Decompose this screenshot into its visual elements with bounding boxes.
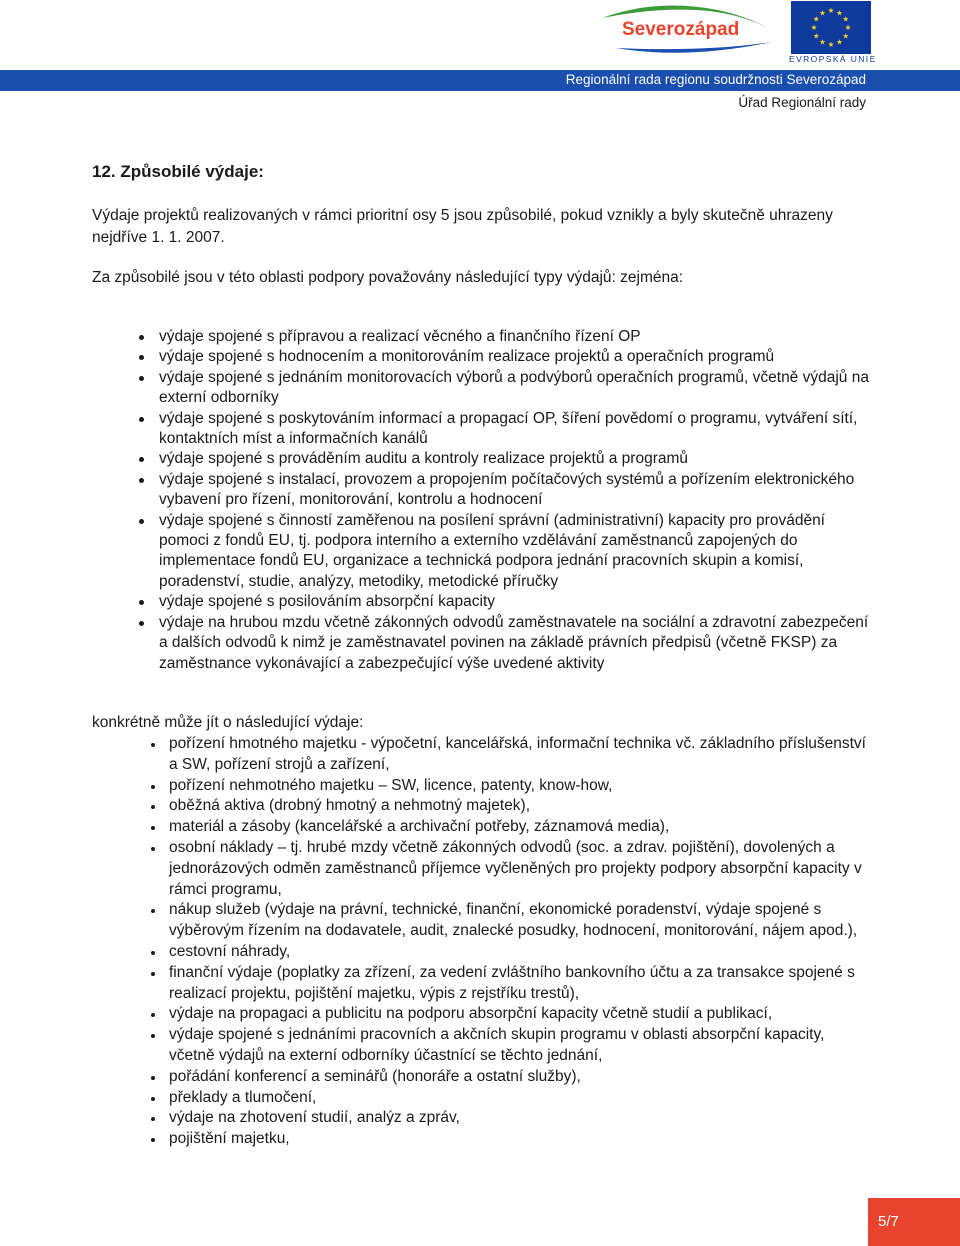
- logo-text: Severozápad: [622, 19, 740, 40]
- list-item: [137, 613, 873, 674]
- list-item: [150, 1067, 870, 1088]
- list-item: [137, 368, 873, 409]
- bullet-icon: [151, 785, 155, 789]
- list-item: [150, 776, 870, 797]
- list-item-text: nákup služeb (výdaje na právní, technické, finanční, ekonomické poradenství, výdaje spojené s výběrovým řízením na dodavatele, audit, znalecké posudky, hodnocení, monitorování, nájem apod.),: [169, 901, 858, 940]
- list-item-text: výdaje spojené s jednáním monitorovacích výborů a podvýborů operačních programů, včetně výdajů na externí odborníky: [159, 368, 869, 407]
- list-item: [150, 900, 870, 942]
- list-item-text: výdaje spojené s prováděním auditu a kontroly realizace projektů a programů: [159, 450, 689, 468]
- list-item-text: materiál a zásoby (kancelářské a archivační potřeby, záznamová media),: [169, 818, 670, 836]
- list-item: [137, 409, 873, 450]
- list-item-text: osobní náklady – tj. hrubé mzdy včetně zákonných odvodů (soc. a zdrav. pojištění), dovolených a jednorázových odměn zaměstnanců příjemce vyčleněných pro projekty podpory absorpční kapacity v rámci programu,: [169, 838, 862, 898]
- bullet-icon: [151, 1138, 155, 1142]
- list-item-text: výdaje spojené s hodnocením a monitorováním realizace projektů a operačních programů: [159, 348, 775, 366]
- bullet-icon: [139, 335, 144, 340]
- list-item: [137, 449, 873, 469]
- eu-star-icon: ★: [842, 31, 850, 41]
- list-item-text: finanční výdaje (poplatky za zřízení, za vedení zvláštního bankovního účtu a za transakce spojené s realizací projektu, pojištění majetku, výpis z rejstříku trestů),: [169, 963, 855, 1002]
- specific-expenses-list: [150, 734, 870, 1150]
- bullet-icon: [139, 600, 144, 605]
- severozapad-swoosh-icon: [596, 2, 778, 58]
- eu-star-icon: ★: [812, 31, 820, 41]
- list-item-text: výdaje spojené s posilováním absorpční kapacity: [159, 593, 496, 611]
- list-item-text: výdaje na zhotovení studií, analýz a zpráv,: [169, 1109, 460, 1127]
- list-item: [150, 1004, 870, 1025]
- intro-paragraph: Výdaje projektů realizovaných v rámci prioritní osy 5 jsou způsobilé, pokud vznikly a byly skutečně uhrazeny nejdříve 1. 1. 2007.: [92, 207, 833, 246]
- list-item-text: výdaje spojené s činností zaměřenou na posílení správní (administrativní) kapacity pro provádění pomoci z fondů EU, tj. podpora interního a externího vzdělávání zaměstnanců zapojených do implementace fondů EU, organizace a technická podpora jednání pracovních skupin a komisí, poradenství, studie, analýzy, metodiky, metodické příručky: [159, 511, 825, 590]
- eu-star-icon: ★: [819, 37, 826, 47]
- severozapad-logo: [596, 2, 778, 58]
- eu-star-icon: ★: [810, 23, 818, 32]
- list-item: [150, 1129, 870, 1150]
- bullet-icon: [151, 1076, 155, 1080]
- bullet-icon: [139, 621, 144, 626]
- list-item-text: výdaje na propagaci a publicitu na podporu absorpční kapacity včetně studií a publikací,: [169, 1005, 773, 1023]
- list-item-text: pojištění majetku,: [169, 1130, 290, 1148]
- eu-star-icon: ★: [844, 23, 852, 32]
- eu-star-icon: ★: [836, 8, 843, 18]
- bullet-icon: [151, 972, 155, 976]
- list-item-text: pořízení hmotného majetku - výpočetní, kancelářská, informační technika vč. základního příslušenství a SW, pořízení strojů a zařízení,: [169, 735, 866, 773]
- list-item-text: pořádání konferencí a seminářů (honoráře a ostatní služby),: [169, 1067, 581, 1085]
- bullet-icon: [139, 376, 144, 381]
- eu-stars: [791, 1, 871, 54]
- bullet-icon: [139, 417, 144, 422]
- list-item-text: pořízení nehmotného majetku – SW, licence, patenty, know-how,: [169, 776, 613, 794]
- list-item-text: oběžná aktiva (drobný hmotný a nehmotný majetek),: [169, 797, 530, 815]
- section-title: 12. Způsobilé výdaje:: [92, 162, 264, 181]
- eu-star-icon: ★: [836, 37, 843, 47]
- list-item: [150, 796, 870, 817]
- council-name: Regionální rada regionu soudržnosti Severozápad: [565, 72, 866, 87]
- eu-star-icon: ★: [842, 14, 850, 24]
- eu-label: EVROPSKÁ UNIE: [789, 54, 877, 64]
- list-item: [150, 942, 870, 963]
- office-name: Úřad Regionální rady: [738, 95, 866, 110]
- types-intro-paragraph: Za způsobilé jsou v této oblasti podpory považovány následující typy výdajů: zejména:: [92, 269, 684, 286]
- bullet-icon: [139, 355, 144, 360]
- bullet-icon: [139, 478, 144, 483]
- bullet-icon: [151, 1034, 155, 1038]
- header-band: [0, 70, 960, 91]
- specific-intro: konkrétně může jít o následující výdaje:: [92, 714, 364, 731]
- expense-types-list: [137, 327, 873, 674]
- list-item: [137, 511, 873, 593]
- bullet-icon: [151, 1117, 155, 1121]
- eu-star-icon: ★: [827, 40, 835, 49]
- bullet-icon: [151, 826, 155, 830]
- eu-star-icon: ★: [812, 14, 820, 24]
- bullet-icon: [139, 457, 144, 462]
- list-item: [137, 470, 873, 511]
- list-item-text: výdaje spojené s poskytováním informací a propagací OP, šíření povědomí o programu, vytváření sítí, kontaktních míst a informačních kanálů: [159, 409, 858, 448]
- list-item: [137, 327, 873, 347]
- list-item: [150, 838, 870, 900]
- list-item-text: cestovní náhrady,: [169, 942, 291, 960]
- list-item-text: výdaje na hrubou mzdu včetně zákonných odvodů zaměstnavatele na sociální a zdravotní zabezpečení a dalších odvodů k nimž je zaměstnavatel povinen na základě právních předpisů (včetně FKSP) za zaměstnance vykonávající a zabezpečující výše uvedené aktivity: [159, 613, 869, 672]
- bullet-icon: [151, 743, 155, 747]
- list-item-text: překlady a tlumočení,: [169, 1088, 317, 1106]
- list-item-text: výdaje spojené s jednáními pracovních a akčních skupin programu v oblasti absorpční kapacity, včetně výdajů na externí odborníky účastnící se těchto jednání,: [169, 1026, 825, 1064]
- bullet-icon: [151, 1013, 155, 1017]
- list-item-text: výdaje spojené s přípravou a realizací věcného a finančního řízení OP: [159, 328, 641, 345]
- list-item: [137, 347, 873, 367]
- page-number-badge: [868, 1198, 960, 1246]
- bullet-icon: [139, 519, 144, 524]
- eu-flag-icon: [791, 1, 871, 54]
- list-item-text: výdaje spojené s instalací, provozem a propojením počítačových systémů a pořízením elektronického vybavení pro řízení, monitorování, kontrolu a hodnocení: [159, 470, 855, 509]
- eu-star-icon: ★: [827, 6, 835, 15]
- list-item: [150, 963, 870, 1005]
- bullet-icon: [151, 847, 155, 851]
- list-item: [150, 1025, 870, 1067]
- page-number: 5/7: [878, 1213, 899, 1230]
- bullet-icon: [151, 909, 155, 913]
- list-item: [150, 1088, 870, 1109]
- list-item: [137, 592, 873, 612]
- eu-star-icon: ★: [819, 8, 826, 18]
- list-item: [150, 1108, 870, 1129]
- bullet-icon: [151, 1097, 155, 1101]
- list-item: [150, 734, 870, 776]
- list-item: [150, 817, 870, 838]
- bullet-icon: [151, 951, 155, 955]
- bullet-icon: [151, 805, 155, 809]
- eu-logo: [789, 0, 877, 66]
